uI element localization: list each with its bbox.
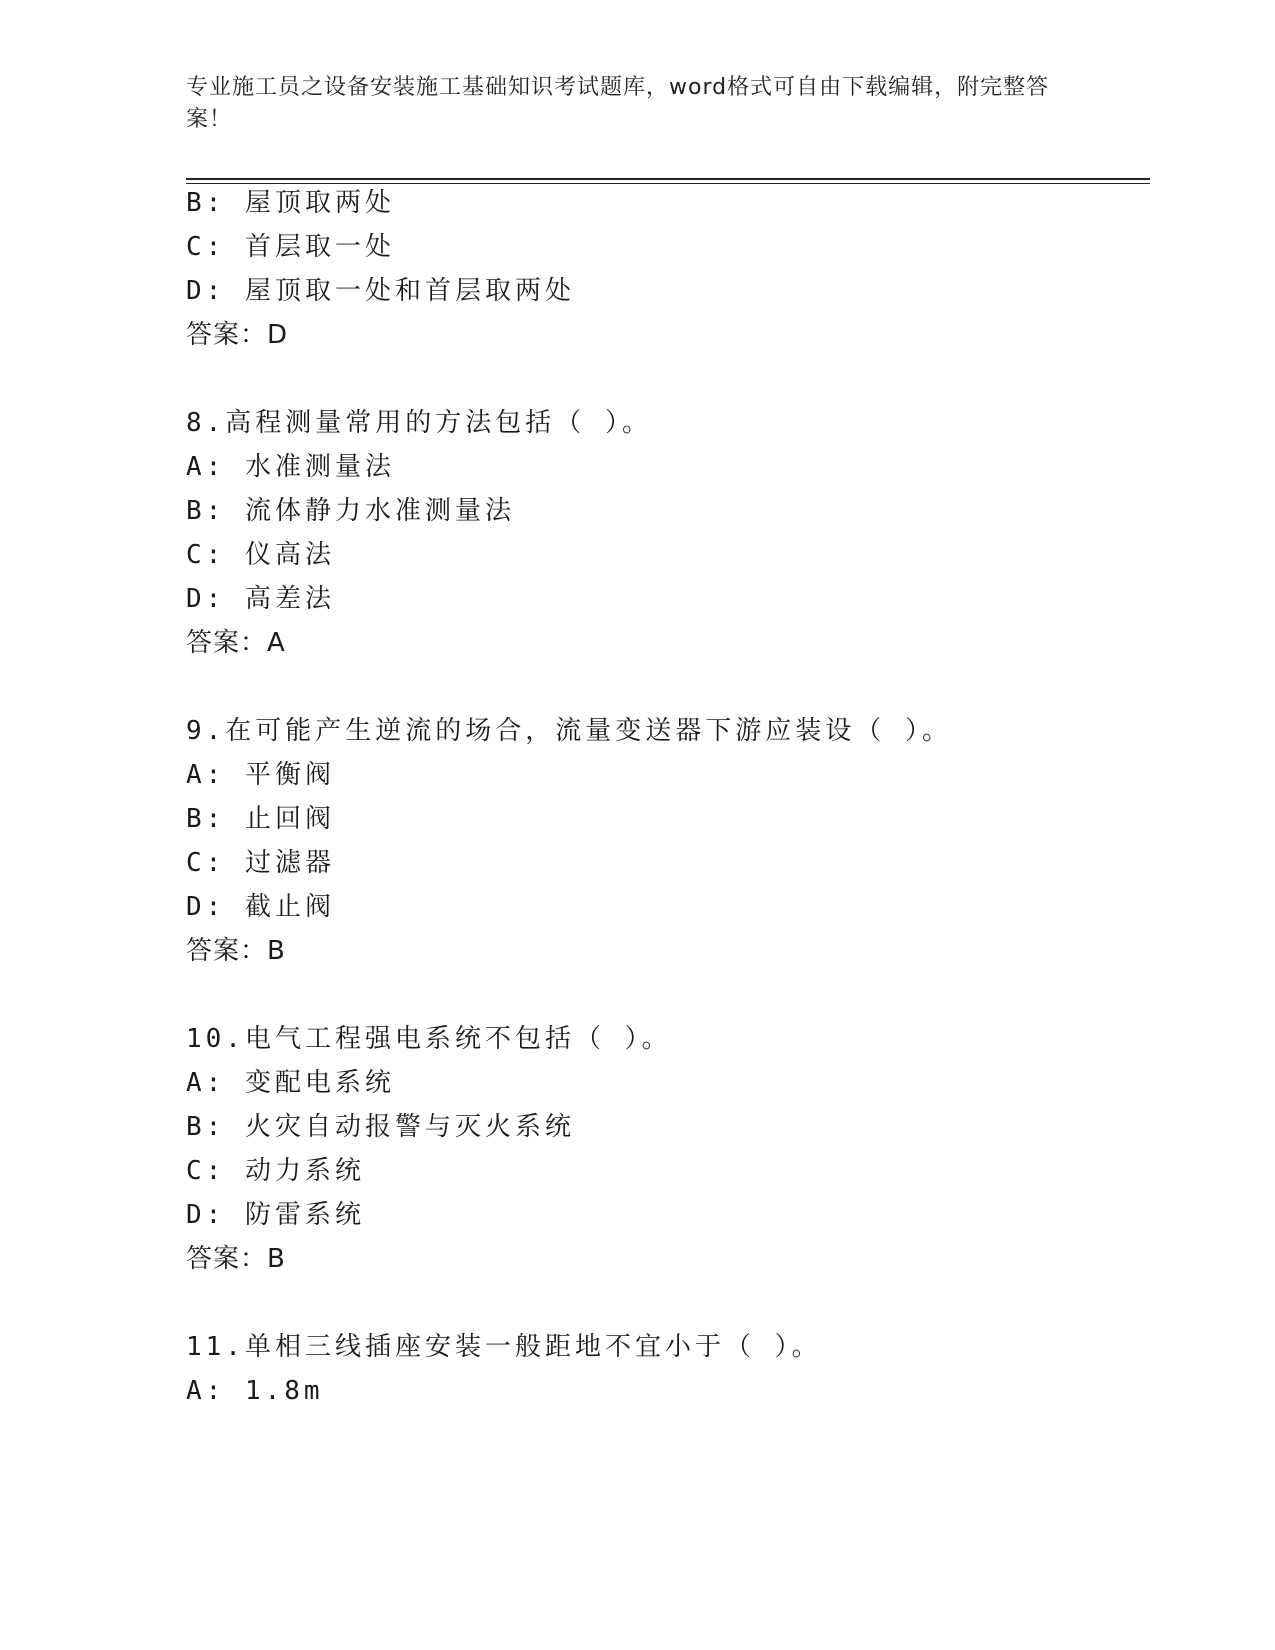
q8-option-c: C: 仪高法 (186, 540, 335, 570)
header-divider-thin (186, 183, 1150, 184)
q7-option-b: B: 屋顶取两处 (186, 188, 395, 218)
q9-option-d: D: 截止阀 (186, 892, 335, 922)
q10-answer: 答案：B (186, 1244, 286, 1274)
q7-option-c: C: 首层取一处 (186, 232, 395, 262)
q10-option-a: A: 变配电系统 (186, 1068, 395, 1098)
q10-question: 10.电气工程强电系统不包括（ ）。 (186, 1024, 672, 1054)
q9-option-a: A: 平衡阀 (186, 760, 335, 790)
header-divider-thick (186, 178, 1150, 180)
q10-option-c: C: 动力系统 (186, 1156, 365, 1186)
q10-option-d: D: 防雷系统 (186, 1200, 365, 1230)
q8-answer: 答案：A (186, 628, 286, 658)
q7-answer: 答案：D (186, 320, 289, 350)
q8-option-a: A: 水准测量法 (186, 452, 395, 482)
q9-answer: 答案：B (186, 936, 286, 966)
q8-option-b: B: 流体静力水准测量法 (186, 496, 515, 526)
q7-option-d: D: 屋顶取一处和首层取两处 (186, 276, 575, 306)
document-header: 专业施工员之设备安装施工基础知识考试题库，word格式可自由下载编辑，附完整答案！ (186, 75, 1050, 132)
q8-question: 8.高程测量常用的方法包括（ ）。 (186, 408, 652, 438)
q9-option-b: B: 止回阀 (186, 804, 335, 834)
q9-question: 9.在可能产生逆流的场合，流量变送器下游应装设（ ）。 (186, 716, 952, 746)
q9-option-c: C: 过滤器 (186, 848, 335, 878)
q11-question: 11.单相三线插座安装一般距地不宜小于（ ）。 (186, 1332, 822, 1362)
q10-option-b: B: 火灾自动报警与灭火系统 (186, 1112, 575, 1142)
q8-option-d: D: 高差法 (186, 584, 335, 614)
q11-option-a: A: 1.8m (186, 1376, 324, 1406)
